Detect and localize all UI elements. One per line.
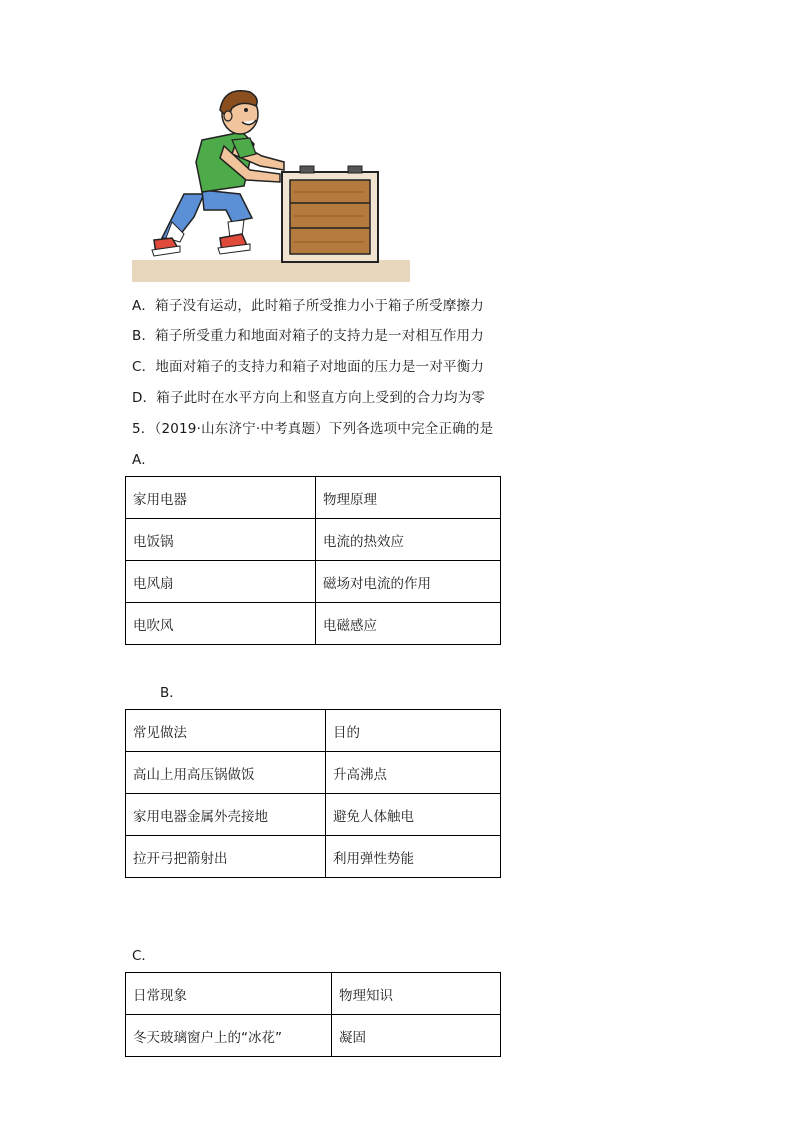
table-a-label: A． — [132, 452, 155, 468]
table-row — [126, 561, 501, 603]
option-c: C．地面对箱子的支持力和箱子对地面的压力是一对平衡力 — [132, 359, 485, 375]
table-row — [126, 477, 501, 519]
table-row — [126, 1015, 501, 1057]
table-cell: 电磁感应 — [316, 603, 501, 645]
table-row — [126, 794, 501, 836]
table-c — [125, 972, 501, 1057]
table-cell: 物理原理 — [316, 477, 501, 519]
table-cell: 拉开弓把箭射出 — [126, 836, 326, 878]
table-cell: 物理知识 — [332, 973, 501, 1015]
table-cell: 常见做法 — [126, 710, 326, 752]
table-row — [126, 752, 501, 794]
table-cell: 避免人体触电 — [326, 794, 501, 836]
ground — [132, 260, 410, 282]
table-row — [126, 710, 501, 752]
boy-pushing-box-illustration — [132, 82, 410, 282]
table-b — [125, 709, 501, 878]
table-cell: 电饭锅 — [126, 519, 316, 561]
table-cell: 磁场对电流的作用 — [316, 561, 501, 603]
table-cell: 凝固 — [332, 1015, 501, 1057]
table-cell: 高山上用高压锅做饭 — [126, 752, 326, 794]
table-cell: 目的 — [326, 710, 501, 752]
table-row — [126, 973, 501, 1015]
table-cell: 日常现象 — [126, 973, 332, 1015]
table-cell: 升高沸点 — [326, 752, 501, 794]
table-row — [126, 519, 501, 561]
table-cell: 电风扇 — [126, 561, 316, 603]
table-cell: 家用电器 — [126, 477, 316, 519]
option-a: A．箱子没有运动，此时箱子所受推力小于箱子所受摩擦力 — [132, 298, 484, 314]
wooden-crate — [282, 166, 378, 262]
table-b-label: B． — [160, 685, 183, 701]
option-d: D．箱子此时在水平方向上和竖直方向上受到的合力均为零 — [132, 390, 486, 406]
table-cell: 利用弹性势能 — [326, 836, 501, 878]
table-a — [125, 476, 501, 645]
option-b: B．箱子所受重力和地面对箱子的支持力是一对相互作用力 — [132, 328, 484, 344]
question-5: 5．（2019·山东济宁·中考真题）下列各选项中完全正确的是 — [132, 421, 494, 437]
table-cell: 电流的热效应 — [316, 519, 501, 561]
boy-figure — [152, 91, 284, 256]
table-row — [126, 603, 501, 645]
table-cell: 电吹风 — [126, 603, 316, 645]
table-cell: 家用电器金属外壳接地 — [126, 794, 326, 836]
table-cell: 冬天玻璃窗户上的“冰花” — [126, 1015, 332, 1057]
table-c-label: C． — [132, 948, 155, 964]
table-row — [126, 836, 501, 878]
